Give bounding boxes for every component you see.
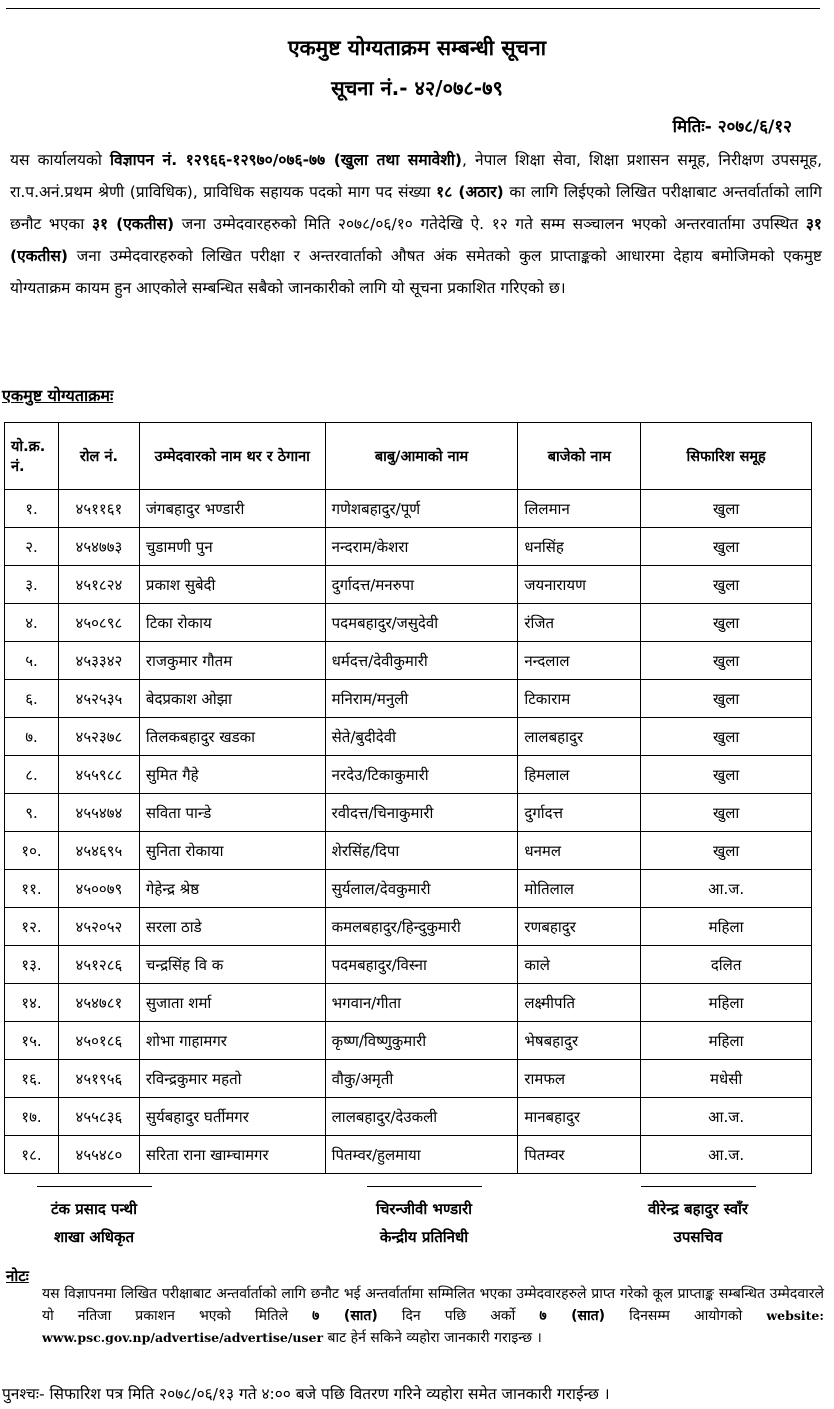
table-row <box>5 832 812 870</box>
grandfather-cell: भेषबहादुर <box>518 1022 641 1060</box>
roll-cell: ४५०८९८ <box>58 604 139 642</box>
signature-line <box>641 1186 756 1187</box>
parents-cell: दुर्गादत्त/मनरुपा <box>325 566 518 604</box>
roll-cell: ४५१९५६ <box>58 1060 139 1098</box>
serial-cell: ९. <box>5 794 59 832</box>
signatory-role: उपसचिव <box>673 1228 723 1246</box>
table-row <box>5 984 812 1022</box>
postscript: पुनश्चः- सिफारिश पत्र मिति २०७८/०६/१३ गते ४:०० बजे पछि वितरण गरिने व्यहोरा समेत जानकारी गराईन्छ । <box>2 1385 610 1403</box>
table-body <box>5 490 812 1174</box>
intro-text-1: यस कार्यालयको <box>10 151 111 169</box>
table-row <box>5 1060 812 1098</box>
serial-cell: १७. <box>5 1098 59 1136</box>
roll-cell: ४५११६१ <box>58 490 139 528</box>
grandfather-cell: धनमल <box>518 832 641 870</box>
grandfather-cell: टिकाराम <box>518 680 641 718</box>
grandfather-cell: रामफल <box>518 1060 641 1098</box>
signatory-name: वीरेन्द्र बहादुर स्वाँर <box>647 1200 749 1218</box>
serial-cell: १८. <box>5 1136 59 1174</box>
group-cell: खुला <box>641 642 812 680</box>
name-cell: चुडामणी पुन <box>139 528 325 566</box>
parents-cell: सुर्यलाल/देवकुमारी <box>325 870 518 908</box>
roll-cell: ४५१२८६ <box>58 946 139 984</box>
parents-cell: सेते/बुदीदेवी <box>325 718 518 756</box>
serial-cell: १३. <box>5 946 59 984</box>
serial-cell: १. <box>5 490 59 528</box>
table-row <box>5 604 812 642</box>
roll-cell: ४५०१८६ <box>58 1022 139 1060</box>
name-cell: सविता पान्डे <box>139 794 325 832</box>
group-cell: आ.ज. <box>641 1136 812 1174</box>
roll-cell: ४५२५३५ <box>58 680 139 718</box>
name-cell: जंगबहादुर भण्डारी <box>139 490 325 528</box>
parents-cell: पितम्वर/हुलमाया <box>325 1136 518 1174</box>
name-cell: तिलकबहादुर खडका <box>139 718 325 756</box>
parents-cell: मनिराम/मनुली <box>325 680 518 718</box>
grandfather-cell: धनसिंह <box>518 528 641 566</box>
intro-text-4: जना उम्मेदवारहरुको मिति २०७८/०६/१० गतेदेखि ऐ. १२ गते सम्म सञ्चालन भएको अन्तरवार्तामा उपस्थित <box>174 215 806 233</box>
table-row <box>5 794 812 832</box>
note-days-1: ७ (सात) <box>312 1308 378 1324</box>
name-cell: रविन्द्रकुमार महतो <box>139 1060 325 1098</box>
signature-line <box>367 1186 482 1187</box>
grandfather-cell: मोतिलाल <box>518 870 641 908</box>
parents-cell: पदमबहादुर/विस्ना <box>325 946 518 984</box>
serial-cell: ६. <box>5 680 59 718</box>
roll-cell: ४५२०५२ <box>58 908 139 946</box>
note-text <box>42 1283 824 1349</box>
name-cell: चन्द्रसिंह वि क <box>139 946 325 984</box>
serial-cell: २. <box>5 528 59 566</box>
name-cell: सुर्यबहादुर घर्तीमगर <box>139 1098 325 1136</box>
group-cell: खुला <box>641 718 812 756</box>
grandfather-cell: दुर्गादत्त <box>518 794 641 832</box>
name-cell: सुनिता रोकाया <box>139 832 325 870</box>
serial-cell: १४. <box>5 984 59 1022</box>
shortlisted-count: ३१ (एकतीस) <box>91 215 175 233</box>
group-cell: महिला <box>641 1022 812 1060</box>
present-count: ३१ (एकतीस) <box>10 215 822 265</box>
header-parents: बाबु/आमाको नाम <box>325 423 518 490</box>
table-row <box>5 908 812 946</box>
table-row <box>5 566 812 604</box>
table-row <box>5 718 812 756</box>
table-row <box>5 528 812 566</box>
signatory-name: टंक प्रसाद पन्थी <box>50 1200 138 1218</box>
signature-block-1 <box>0 1186 194 1251</box>
grandfather-cell: पितम्वर <box>518 1136 641 1174</box>
grandfather-cell: रंजित <box>518 604 641 642</box>
header-name: उम्मेदवारको नाम थर र ठेगाना <box>139 423 325 490</box>
parents-cell: रवीदत्त/चिनाकुमारी <box>325 794 518 832</box>
grandfather-cell: लिलमान <box>518 490 641 528</box>
parents-cell: पदमबहादुर/जसुदेवी <box>325 604 518 642</box>
parents-cell: भगवान/गीता <box>325 984 518 1022</box>
roll-cell: ४५५४८० <box>58 1136 139 1174</box>
group-cell: खुला <box>641 680 812 718</box>
serial-cell: १५. <box>5 1022 59 1060</box>
name-cell: सरिता राना खाम्चामगर <box>139 1136 325 1174</box>
parents-cell: नरदेउ/टिकाकुमारी <box>325 756 518 794</box>
notice-number: सूचना नं.- ४२/०७८-७९ <box>331 76 503 100</box>
name-cell: राजकुमार गौतम <box>139 642 325 680</box>
intro-text-2: , नेपाल शिक्षा सेवा, शिक्षा प्रशासन समूह, निरीक्षण उपसमूह, रा.प.अनं.प्रथम श्रेणी (प्राविधिक), प्राविधिक सहायक पदको माग पद संख्या <box>10 151 822 201</box>
merit-list-table <box>4 422 812 1174</box>
parents-cell: वौकु/अमृती <box>325 1060 518 1098</box>
group-cell: खुला <box>641 566 812 604</box>
merit-list-heading: एकमुष्ट योग्यताक्रमः <box>2 386 114 405</box>
header-group: सिफारिश समूह <box>641 423 812 490</box>
top-rule <box>6 8 820 9</box>
document-title: एकमुष्ट योग्यताक्रम सम्बन्धी सूचना <box>287 36 547 60</box>
roll-cell: ४५३३४२ <box>58 642 139 680</box>
group-cell: दलित <box>641 946 812 984</box>
name-cell: सरला ठाडे <box>139 908 325 946</box>
roll-cell: ४५५९८८ <box>58 756 139 794</box>
serial-cell: ११. <box>5 870 59 908</box>
header-grandfather: बाजेको नाम <box>518 423 641 490</box>
group-cell: मधेसी <box>641 1060 812 1098</box>
serial-cell: १०. <box>5 832 59 870</box>
grandfather-cell: नन्दलाल <box>518 642 641 680</box>
note-text-1: यस विज्ञापनमा लिखित परीक्षाबाट अन्तर्वार्ताको लागि छनौट भई अन्तर्वार्तामा सम्मिलित भएका उम्मेदवारहरुले प्राप्त गरेको कूल प्राप्ताङ्क सम्बन्धित उम्मेदवारले यो नतिजा प्रकाशन भएको मितिले <box>42 1286 824 1324</box>
name-cell: प्रकाश सुबेदी <box>139 566 325 604</box>
grandfather-cell: लक्ष्मीपति <box>518 984 641 1022</box>
table-row <box>5 756 812 794</box>
signature-line <box>37 1186 152 1187</box>
intro-text-3: का लागि लिईएको लिखित परीक्षाबाट अन्तर्वार्ताको लागि छनौट भएका <box>10 183 822 233</box>
intro-text-5: जना उम्मेदवारहरुको लिखित परीक्षा र अन्तरवार्ताको औषत अंक समेतको कुल प्राप्ताङ्कको आधारमा देहाय बमोजिमको एकमुष्ट योग्यताक्रम कायम हुन आएकोले सम्बन्धित सबैको जानकारीको लागि यो सूचना प्रकाशित गरिएको छ। <box>10 247 822 297</box>
serial-cell: ३. <box>5 566 59 604</box>
parents-cell: कृष्ण/विष्णुकुमारी <box>325 1022 518 1060</box>
signature-block-2 <box>324 1186 524 1251</box>
table-row <box>5 870 812 908</box>
name-cell: बेदप्रकाश ओझा <box>139 680 325 718</box>
parents-cell: नन्दराम/केशरा <box>325 528 518 566</box>
serial-cell: ७. <box>5 718 59 756</box>
post-count: १८ (अठार) <box>436 183 504 201</box>
name-cell: सुमित गैहे <box>139 756 325 794</box>
name-cell: शोभा गाहामगर <box>139 1022 325 1060</box>
roll-cell: ४५००७९ <box>58 870 139 908</box>
group-cell: खुला <box>641 794 812 832</box>
name-cell: गेहेन्द्र श्रेष्ठ <box>139 870 325 908</box>
table-row <box>5 642 812 680</box>
serial-cell: ८. <box>5 756 59 794</box>
grandfather-cell: मानबहादुर <box>518 1098 641 1136</box>
serial-cell: १६. <box>5 1060 59 1098</box>
table-row <box>5 680 812 718</box>
serial-cell: १२. <box>5 908 59 946</box>
advertisement-number: विज्ञापन नं. १२९६६-१२९७०/०७६-७७ (खुला तथा समावेशी) <box>110 151 462 169</box>
group-cell: खुला <box>641 604 812 642</box>
parents-cell: धर्मदत्त/देवीकुमारी <box>325 642 518 680</box>
serial-cell: ४. <box>5 604 59 642</box>
note-heading: नोटः <box>6 1267 29 1285</box>
note-days-2: ७ (सात) <box>539 1308 605 1324</box>
parents-cell: कमलबहादुर/हिन्दुकुमारी <box>325 908 518 946</box>
parents-cell: लालबहादुर/देउकली <box>325 1098 518 1136</box>
parents-cell: शेरसिंह/दिपा <box>325 832 518 870</box>
grandfather-cell: हिमलाल <box>518 756 641 794</box>
group-cell: आ.ज. <box>641 1098 812 1136</box>
name-cell: टिका रोकाय <box>139 604 325 642</box>
grandfather-cell: लालबहादुर <box>518 718 641 756</box>
group-cell: खुला <box>641 832 812 870</box>
group-cell: खुला <box>641 528 812 566</box>
table-header-row <box>5 423 812 490</box>
website-link[interactable]: website: www.psc.gov.np/advertise/advertise/user <box>42 1308 824 1345</box>
note-text-4: बाट हेर्न सकिने व्यहोरा जानकारी गराइन्छ । <box>323 1330 542 1346</box>
signature-block-3 <box>598 1186 798 1251</box>
group-cell: आ.ज. <box>641 870 812 908</box>
header-serial: यो.क्र. नं. <box>5 423 59 490</box>
parents-cell: गणेशबहादुर/पूर्ण <box>325 490 518 528</box>
name-cell: सुजाता शर्मा <box>139 984 325 1022</box>
signatory-name: चिरन्जीवी भण्डारी <box>375 1200 473 1218</box>
header-roll: रोल नं. <box>58 423 139 490</box>
group-cell: महिला <box>641 984 812 1022</box>
roll-cell: ४५४७७३ <box>58 528 139 566</box>
signatory-role: केन्द्रीय प्रतिनिधी <box>379 1228 469 1246</box>
notice-date: मितिः- २०७८/६/१२ <box>672 117 792 137</box>
group-cell: महिला <box>641 908 812 946</box>
note-text-3: दिनसम्म आयोगको <box>605 1308 767 1324</box>
grandfather-cell: काले <box>518 946 641 984</box>
table-row <box>5 1136 812 1174</box>
roll-cell: ४५४६९५ <box>58 832 139 870</box>
signatory-role: शाखा अधिकृत <box>53 1228 135 1246</box>
table-row <box>5 946 812 984</box>
serial-cell: ५. <box>5 642 59 680</box>
roll-cell: ४५४७८१ <box>58 984 139 1022</box>
roll-cell: ४५५८३६ <box>58 1098 139 1136</box>
grandfather-cell: जयनारायण <box>518 566 641 604</box>
group-cell: खुला <box>641 756 812 794</box>
roll-cell: ४५५४७४ <box>58 794 139 832</box>
intro-paragraph <box>10 144 822 304</box>
grandfather-cell: रणबहादुर <box>518 908 641 946</box>
group-cell: खुला <box>641 490 812 528</box>
note-text-2: दिन पछि अर्को <box>377 1308 540 1324</box>
roll-cell: ४५१८२४ <box>58 566 139 604</box>
table-row <box>5 490 812 528</box>
roll-cell: ४५२३७८ <box>58 718 139 756</box>
table-row <box>5 1022 812 1060</box>
table-row <box>5 1098 812 1136</box>
